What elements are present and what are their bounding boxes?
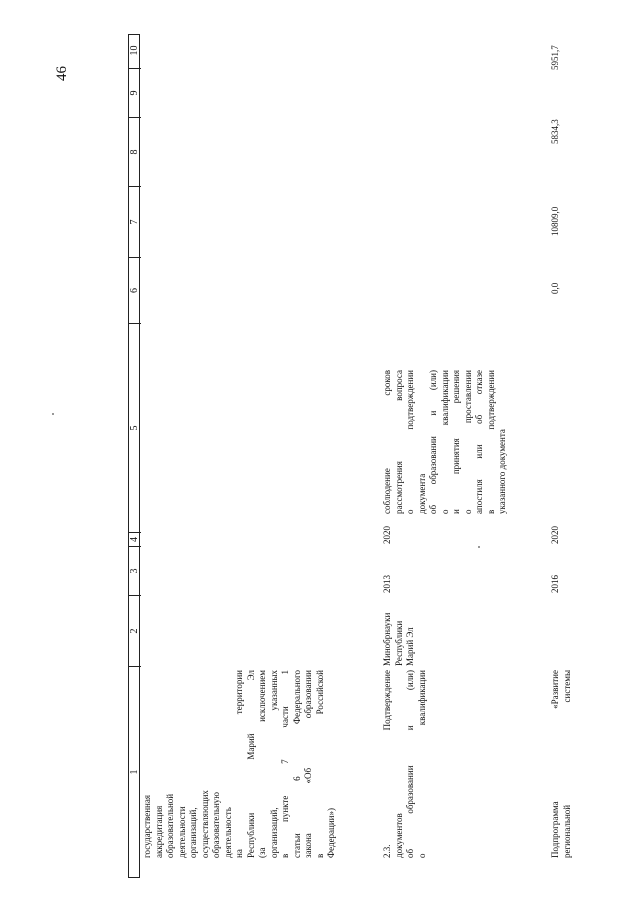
header-col-2: 2 xyxy=(129,596,141,667)
subprogram-end-year: 2020 xyxy=(550,526,560,544)
subprogram-col8-value: 10809,0 xyxy=(550,206,560,236)
table-header xyxy=(128,34,140,878)
subprogram-col7-value: 0,0 xyxy=(550,282,560,294)
header-col-7: 7 xyxy=(129,187,141,258)
header-col-10: 10 xyxy=(129,33,141,69)
rotated-table xyxy=(128,34,588,878)
page-number: 46 xyxy=(54,66,70,81)
subprogram-col9-value: 5834,3 xyxy=(550,119,560,144)
row-2-3-result: соблюдение сроков рассмотрения вопроса о подтверждении документа об образовании и (или) о квалификации и принятия решения о проставлении апостиля или об отказе в подтверждении указанного документа xyxy=(382,370,507,514)
header-col-8: 8 xyxy=(129,118,141,187)
row-2-3-end-year: 2020 xyxy=(382,526,392,544)
header-col-9: 9 xyxy=(129,69,141,118)
header-col-5: 5 xyxy=(129,324,141,533)
row-2-3-start-year: 2013 xyxy=(382,575,392,593)
subprogram-title: Подпрограмма «Развитие региональной системы xyxy=(550,670,572,858)
header-col-3: 3 xyxy=(129,547,141,596)
header-col-1: 1 xyxy=(129,769,140,775)
subprogram-start-year: 2016 xyxy=(550,575,560,593)
header-col-6: 6 xyxy=(129,258,141,324)
subprogram-col10-value: 5951,7 xyxy=(550,45,560,70)
row-2-3-title: 2.3. Подтверждение документов об образовании и (или) о квалификации xyxy=(382,670,427,858)
scan-speck xyxy=(478,546,480,548)
header-col-4: 4 xyxy=(129,533,141,547)
scan-speck xyxy=(52,413,54,415)
row-2-3-executor: Минобрнауки Республики Марий Эл xyxy=(382,612,415,666)
accreditation-text: государственная аккредитация образовательной деятельности организаций, осуществляющих образовательную деятельность на территории Республики Марий Эл (за исключением организаций, указанных в пункте 7 части 1 статьи 6 Федерального закона «Об образовании в Российской Федерации») xyxy=(142,670,336,858)
